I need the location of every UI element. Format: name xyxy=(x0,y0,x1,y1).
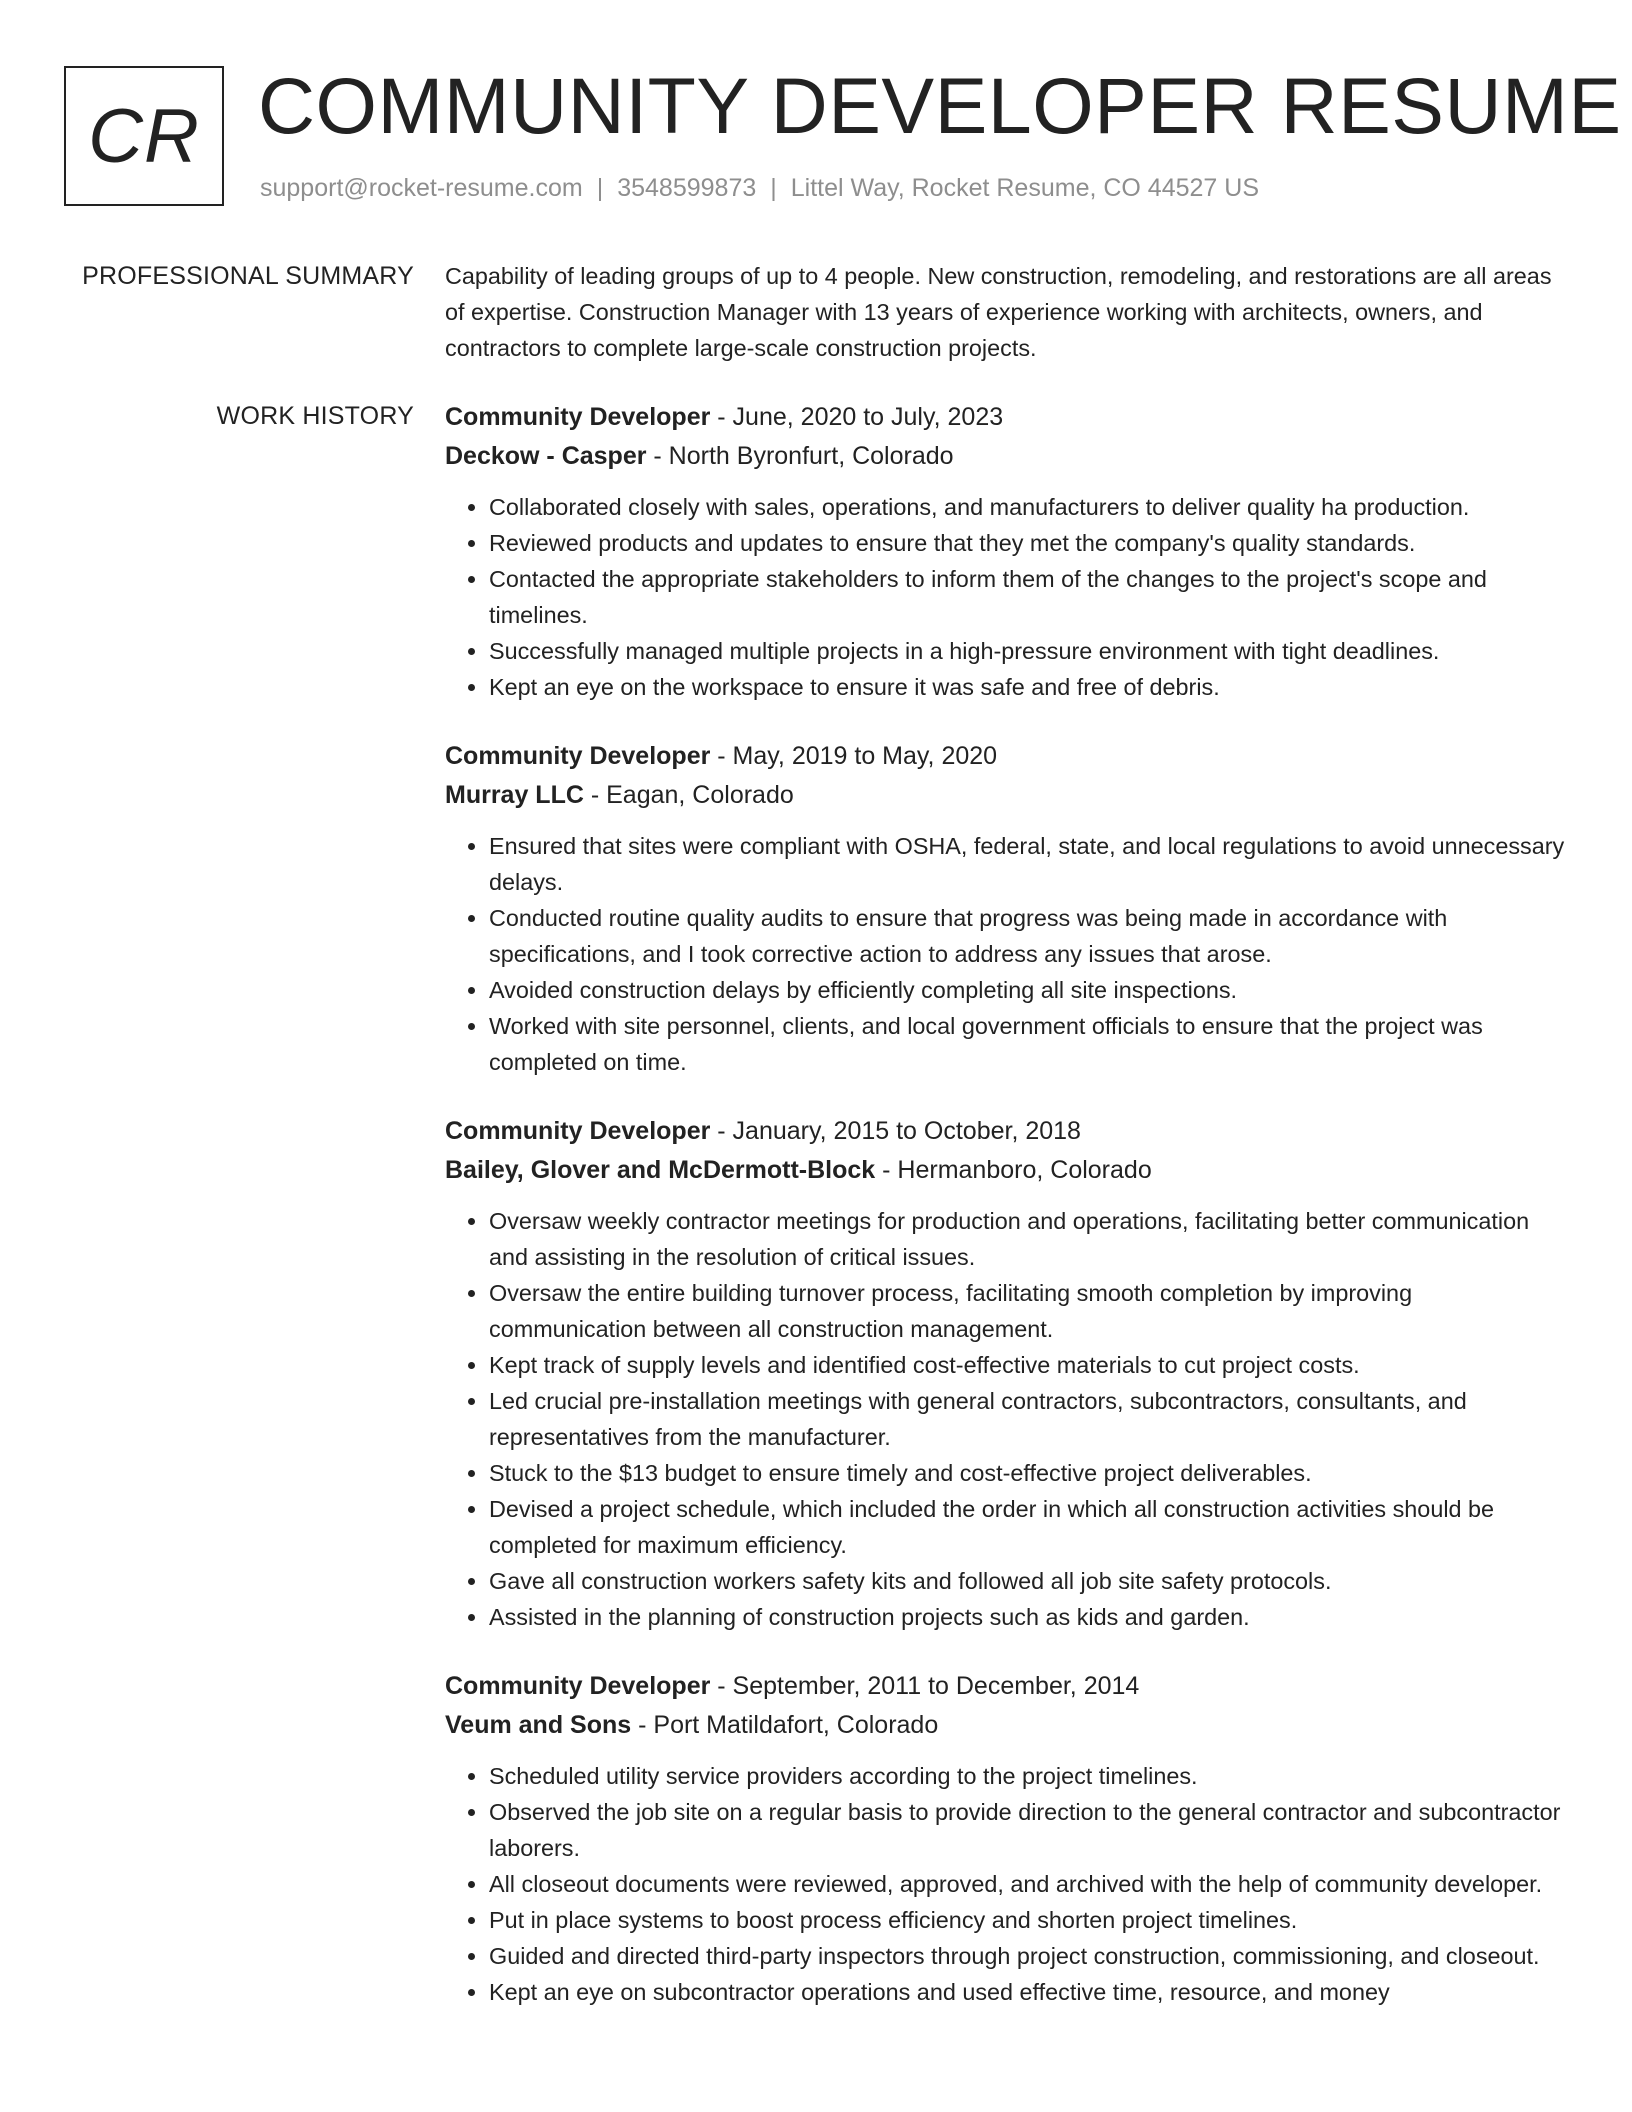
job-bullets xyxy=(445,1203,1565,1635)
job-bullet-item: • Put in place systems to boost process efficiency and shorten project timelines. xyxy=(489,1902,1565,1938)
job-bullet-item: • All closeout documents were reviewed, approved, and archived with the help of community developer. xyxy=(489,1866,1565,1902)
job-company-line xyxy=(445,1151,1565,1190)
job-bullets xyxy=(445,489,1565,705)
job-bullet-item: • Kept an eye on subcontractor operations and used effective time, resource, and money xyxy=(489,1974,1565,2010)
job-dates: - January, 2015 to October, 2018 xyxy=(710,1117,1081,1145)
job-bullet-item: • Ensured that sites were compliant with OSHA, federal, state, and local regulations to avoid unnecessary delays. xyxy=(489,828,1565,900)
job-title: Community Developer xyxy=(445,403,711,431)
job-title: Community Developer xyxy=(445,1672,711,1700)
job-company: Deckow - Casper xyxy=(445,442,647,470)
job-dates: - May, 2019 to May, 2020 xyxy=(710,742,998,770)
job-title-line xyxy=(445,1112,1565,1151)
job-location: - North Byronfurt, Colorado xyxy=(646,442,954,470)
contact-line xyxy=(260,172,1259,204)
contact-phone: 3548599873 xyxy=(617,174,757,202)
job-bullet-item: • Contacted the appropriate stakeholders to inform them of the changes to the project's scope and timelines. xyxy=(489,561,1565,633)
job-bullet-item: • Oversaw the entire building turnover process, facilitating smooth completion by improving communication between all construction management. xyxy=(489,1275,1565,1347)
job-location: - Eagan, Colorado xyxy=(583,781,794,809)
monogram-logo: CR xyxy=(64,66,224,206)
resume-header xyxy=(64,61,1622,210)
job-dates: - September, 2011 to December, 2014 xyxy=(710,1672,1140,1700)
job-entry xyxy=(445,1667,1565,2010)
job-bullets xyxy=(445,1758,1565,2010)
job-entry xyxy=(445,737,1565,1080)
job-bullets xyxy=(445,828,1565,1080)
job-bullet-item: • Worked with site personnel, clients, and local government officials to ensure that the project was completed on time. xyxy=(489,1008,1565,1080)
job-bullet-item: • Reviewed products and updates to ensure that they met the company's quality standards. xyxy=(489,525,1565,561)
job-company: Bailey, Glover and McDermott-Block xyxy=(445,1156,876,1184)
job-entry xyxy=(445,1112,1565,1635)
job-title: Community Developer xyxy=(445,742,711,770)
job-bullet-item: • Kept track of supply levels and identified cost-effective materials to cut project costs. xyxy=(489,1347,1565,1383)
job-location: - Port Matildafort, Colorado xyxy=(631,1711,939,1739)
job-bullet-item: • Stuck to the $13 budget to ensure timely and cost-effective project deliverables. xyxy=(489,1455,1565,1491)
section-label-summary: PROFESSIONAL SUMMARY xyxy=(82,262,414,290)
job-company: Murray LLC xyxy=(445,781,584,809)
job-dates: - June, 2020 to July, 2023 xyxy=(710,403,1004,431)
job-bullet-item: • Led crucial pre-installation meetings with general contractors, subcontractors, consultants, and representatives from the manufacturer. xyxy=(489,1383,1565,1455)
contact-address: Littel Way, Rocket Resume, CO 44527 US xyxy=(790,174,1260,202)
job-company-line xyxy=(445,437,1565,476)
contact-separator: | xyxy=(596,174,604,202)
job-bullet-item: • Observed the job site on a regular basis to provide direction to the general contractor and subcontractor laborers. xyxy=(489,1794,1565,1866)
job-bullet-item: • Assisted in the planning of construction projects such as kids and garden. xyxy=(489,1599,1565,1635)
job-bullet-item: • Gave all construction workers safety kits and followed all job site safety protocols. xyxy=(489,1563,1565,1599)
job-company: Veum and Sons xyxy=(445,1711,632,1739)
job-title-line xyxy=(445,398,1565,437)
job-title-line xyxy=(445,1667,1565,1706)
job-bullet-item: • Oversaw weekly contractor meetings for production and operations, facilitating better communication and assisting in the resolution of critical issues. xyxy=(489,1203,1565,1275)
job-company-line xyxy=(445,1706,1565,1745)
job-company-line xyxy=(445,776,1565,815)
job-bullet-item: • Collaborated closely with sales, operations, and manufacturers to deliver quality ha production. xyxy=(489,489,1565,525)
page-title: COMMUNITY DEVELOPER RESUME xyxy=(258,61,1622,150)
contact-separator: | xyxy=(770,174,777,202)
job-entry xyxy=(445,398,1565,705)
job-title-line xyxy=(445,737,1565,776)
job-title: Community Developer xyxy=(445,1117,711,1145)
job-bullet-item: • Successfully managed multiple projects in a high-pressure environment with tight deadlines. xyxy=(489,633,1565,669)
section-label-work-history: WORK HISTORY xyxy=(216,402,414,430)
job-bullet-item: • Conducted routine quality audits to ensure that progress was being made in accordance with specifications, and I took corrective action to address any issues that arose. xyxy=(489,900,1565,972)
job-bullet-item: • Scheduled utility service providers according to the project timelines. xyxy=(489,1758,1565,1794)
job-bullet-item: • Avoided construction delays by efficiently completing all site inspections. xyxy=(489,972,1565,1008)
contact-email: support@rocket-resume.com xyxy=(260,174,583,202)
job-bullet-item: • Guided and directed third-party inspectors through project construction, commissioning, and closeout. xyxy=(489,1938,1565,1974)
job-list xyxy=(445,398,1565,2042)
job-bullet-item: • Devised a project schedule, which included the order in which all construction activities should be completed for maximum efficiency. xyxy=(489,1491,1565,1563)
job-location: - Hermanboro, Colorado xyxy=(875,1156,1152,1184)
job-bullet-item: • Kept an eye on the workspace to ensure it was safe and free of debris. xyxy=(489,669,1565,705)
summary-text: Capability of leading groups of up to 4 people. New construction, remodeling, and restorations are all areas of expertise. Construction Manager with 13 years of experience working with architects, owners, and contractors to complete large-scale construction projects. xyxy=(445,263,1552,361)
